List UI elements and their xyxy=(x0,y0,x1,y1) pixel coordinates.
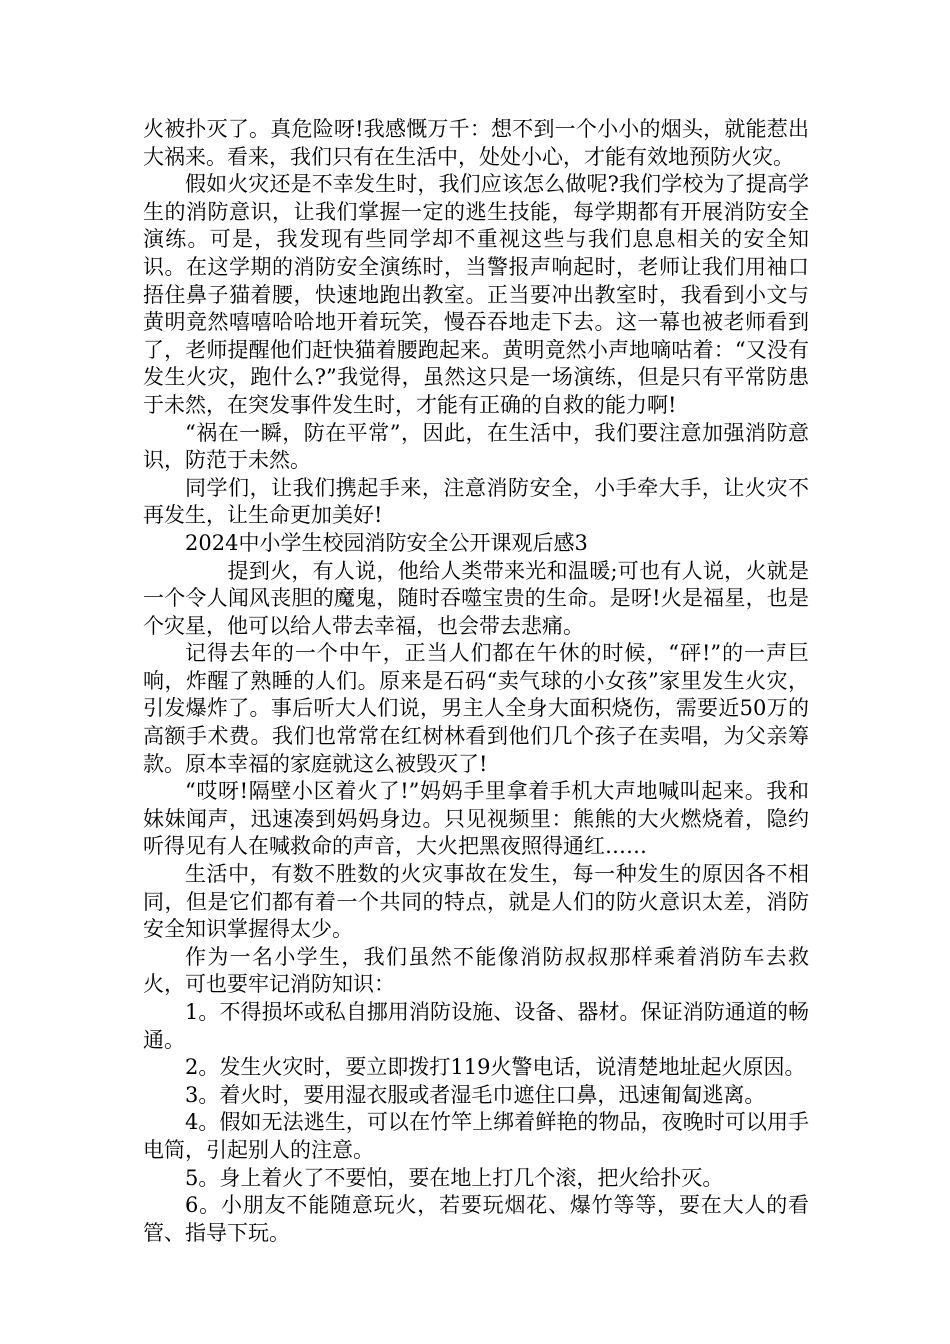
paragraph-fire-intro: 提到火，有人说，他给人类带来光和温暖;可也有人说，火就是一个令人闻风丧胆的魔鬼，随时吞噬宝贵的生命。是呀!火是福星，也是个灾星，他可以给人带去幸福，也会带去悲痛。 xyxy=(143,558,809,638)
paragraph-memory: 记得去年的一个中午，正当人们都在午休的时候，“砰!”的一声巨响，炸醒了熟睡的人们。原来是石码“卖气球的小女孩”家里发生火灾，引发爆炸了。事后听大人们说，男主人全身大面积烧伤，需要近50万的高额手术费。我们也常常在红树林看到他们几个孩子在卖唱，为父亲筹款。原本幸福的家庭就这么被毁灭了! xyxy=(143,641,809,776)
list-item-2: 2。发生火灾时，要立即拨打119火警电话，说清楚地址起火原因。 xyxy=(185,1055,806,1080)
document-body xyxy=(143,116,809,1247)
list-item-3: 3。着火时，要用湿衣服或者湿毛巾遮住口鼻，迅速匍匐逃离。 xyxy=(185,1082,766,1107)
paragraph-accidents: 生活中，有数不胜数的火灾事故在发生，每一种发生的原因各不相同，但是它们都有着一个共同的特点，就是人们的防火意识太差，消防安全知识掌握得太少。 xyxy=(143,862,809,942)
paragraph-call-to-action: 同学们，让我们携起手来，注意消防安全，小手牵大手，让火灾不再发生，让生命更加美好! xyxy=(143,475,809,528)
paragraph-quote: “祸在一瞬，防在平常”，因此，在生活中，我们要注意加强消防意识，防范于未然。 xyxy=(143,420,809,473)
paragraph-continued: 火被扑灭了。真危险呀!我感慨万千：想不到一个小小的烟头，就能惹出大祸来。看来，我们只有在生活中，处处小心，才能有效地预防火灾。 xyxy=(143,117,809,169)
paragraph-student-duty: 作为一名小学生，我们虽然不能像消防叔叔那样乘着消防车去救火，可也要牢记消防知识： xyxy=(143,944,809,997)
list-item-1: 1。不得损坏或私自挪用消防设施、设备、器材。保证消防通道的畅通。 xyxy=(143,1000,809,1052)
paragraph-drill: 假如火灾还是不幸发生时，我们应该怎么做呢?我们学校为了提高学生的消防意识，让我们掌握一定的逃生技能，每学期都有开展消防安全演练。可是，我发现有些同学却不重视这些与我们息息相关的安全知识。在这学期的消防安全演练时，当警报声响起时，老师让我们用袖口捂住鼻子猫着腰，快速地跑出教室。正当要冲出教室时，我看到小文与黄明竟然嘻嘻哈哈地开着玩笑，慢吞吞地走下去。这一幕也被老师看到了，老师提醒他们赶快猫着腰跑起来。黄明竟然小声地嘀咕着：“又没有发生火灾，跑什么?”我觉得，虽然这只是一场演练，但是只有平常防患于未然，在突发事件发生时，才能有正确的自救的能力啊! xyxy=(143,172,809,417)
paragraph-neighbor-fire: “哎呀!隔壁小区着火了!”妈妈手里拿着手机大声地喊叫起来。我和妹妹闻声，迅速凑到妈妈身边。只见视频里：熊熊的大火燃烧着，隐约听得见有人在喊救命的声音，大火把黑夜照得通红…… xyxy=(143,779,809,859)
section-heading: 2024中小学生校园消防安全公开课观后感3 xyxy=(185,530,588,555)
list-item-4: 4。假如无法逃生，可以在竹竿上绑着鲜艳的物品，夜晚时可以用手电筒，引起别人的注意。 xyxy=(143,1110,809,1162)
list-item-5: 5。身上着火了不要怕，要在地上打几个滚，把火给扑灭。 xyxy=(185,1165,724,1190)
list-item-6: 6。小朋友不能随意玩火，若要玩烟花、爆竹等等，要在大人的看管、指导下玩。 xyxy=(143,1193,809,1245)
